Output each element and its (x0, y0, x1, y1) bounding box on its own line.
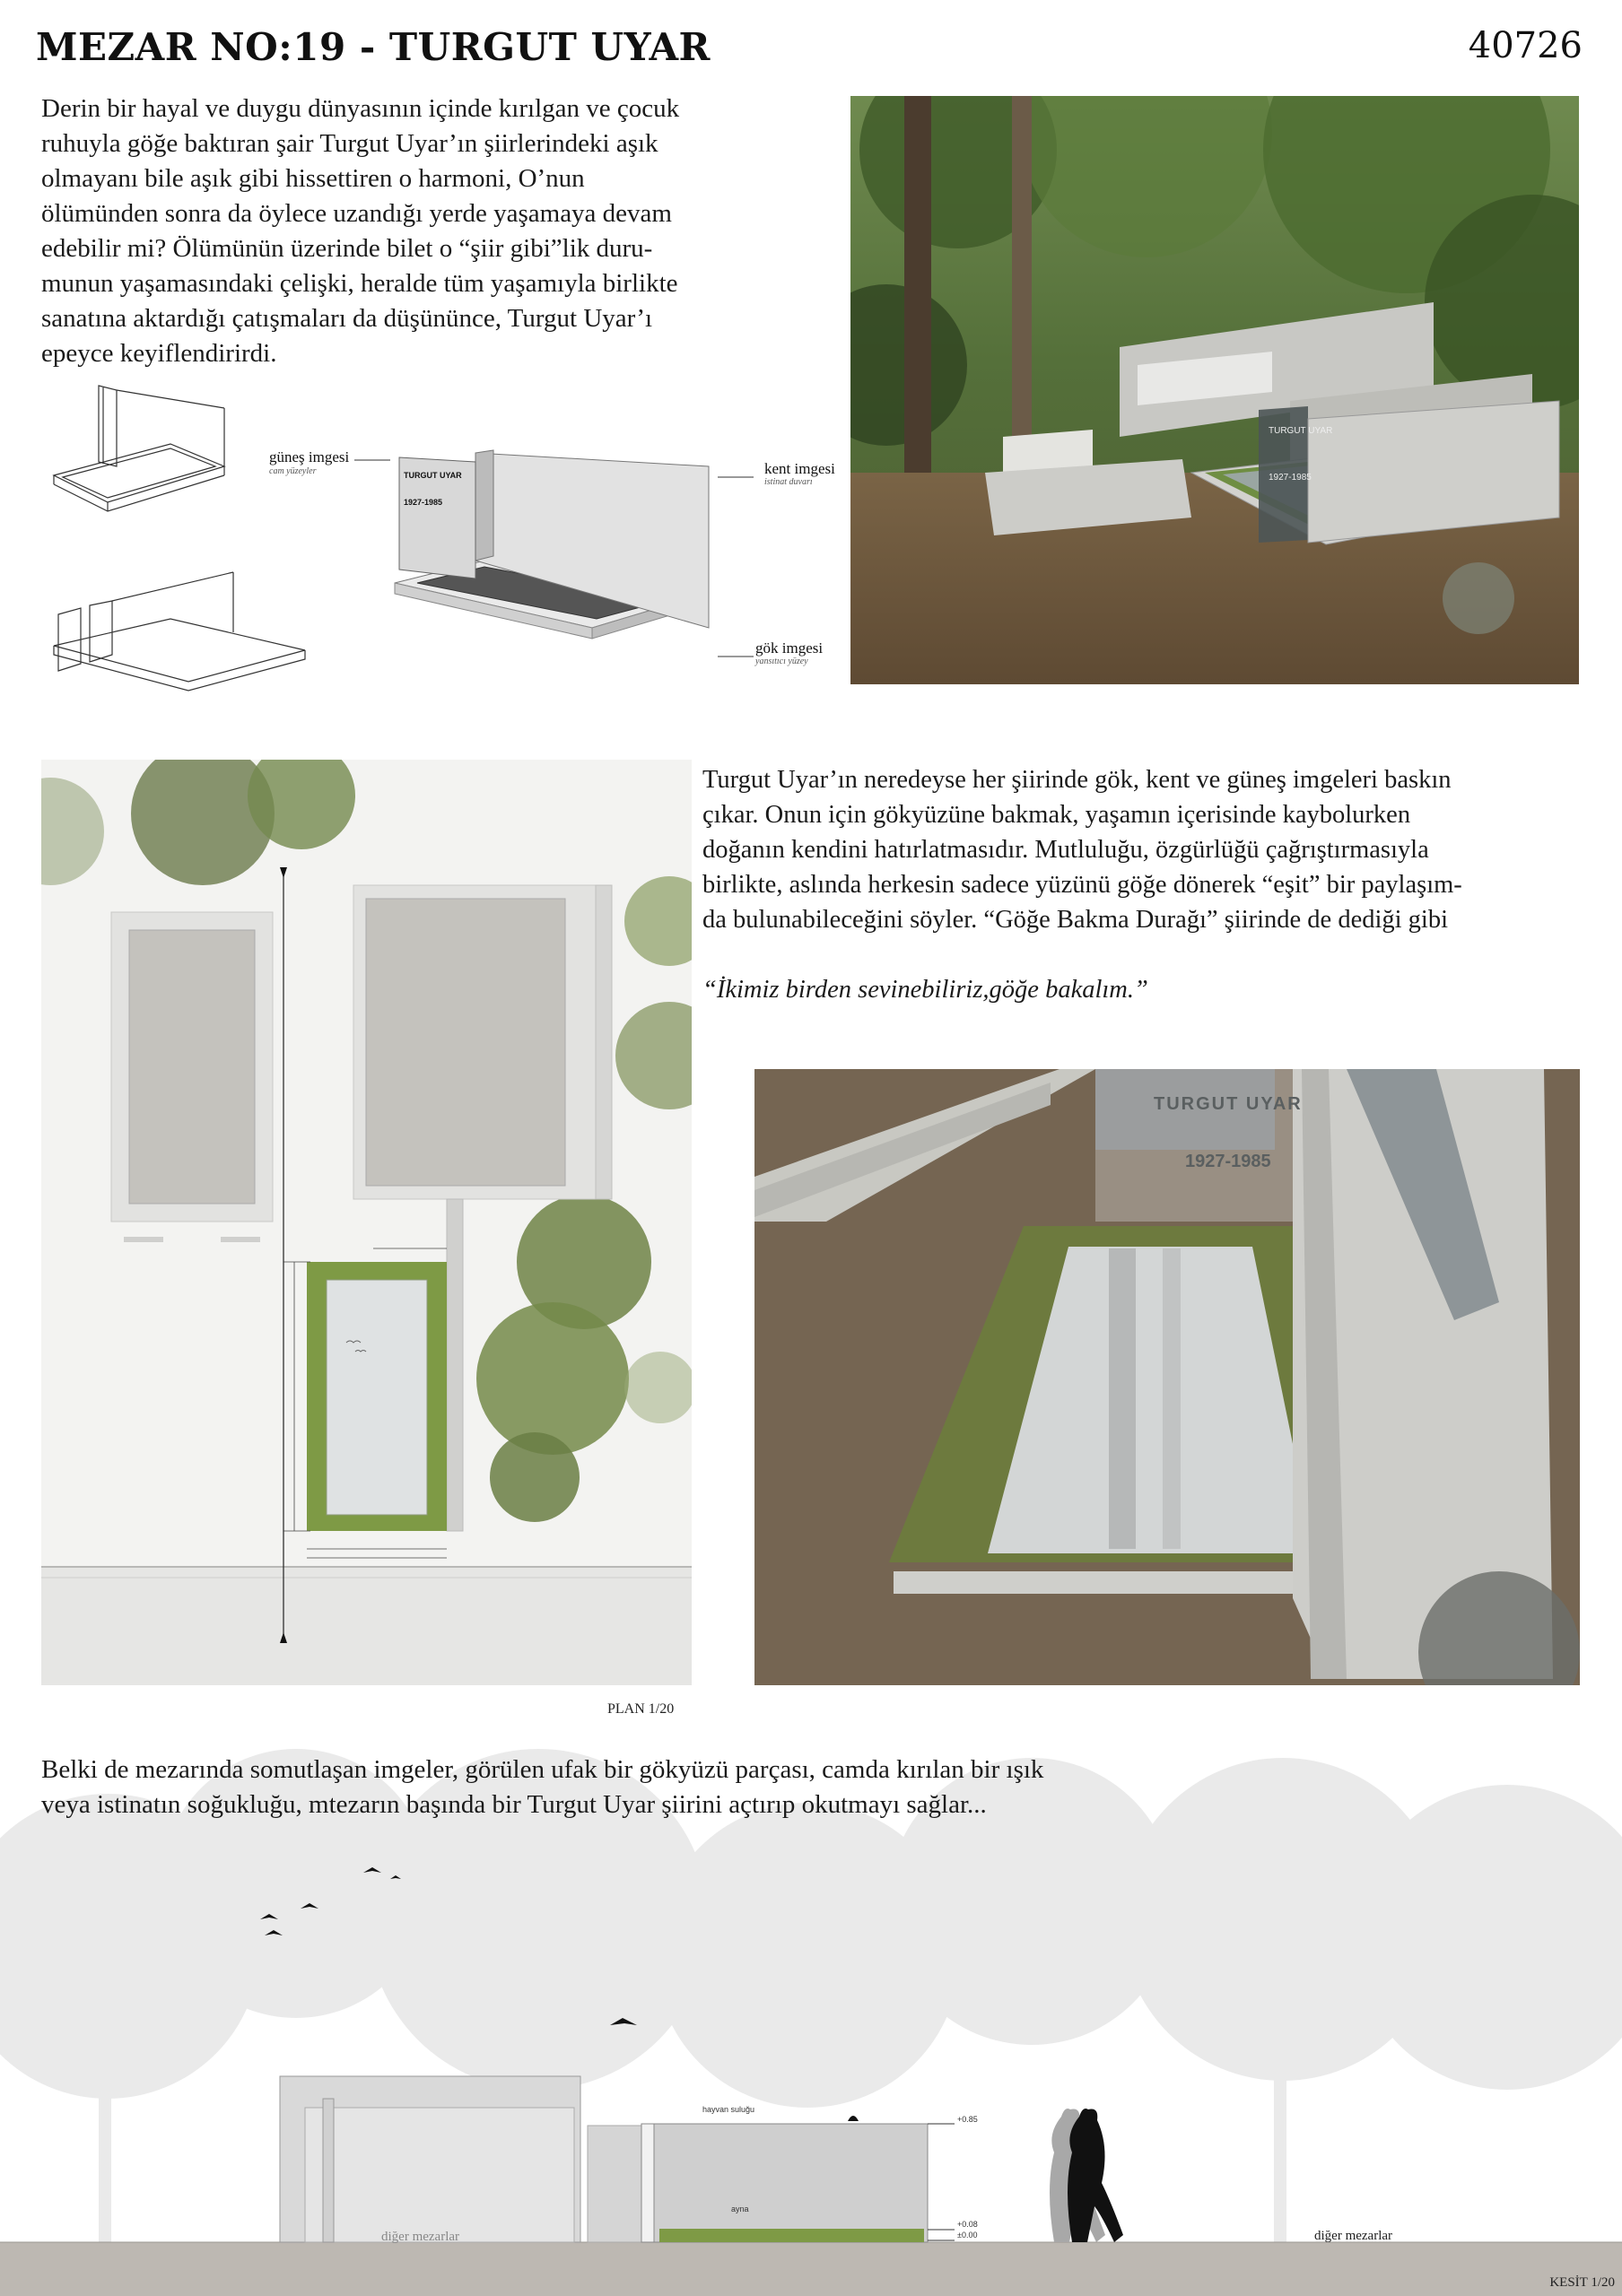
site-stone-years: 1927-1985 (1269, 473, 1312, 483)
axonometric-diagram (36, 377, 843, 718)
middle-paragraph (702, 762, 1600, 1007)
site-stone-name: TURGUT UYAR (1269, 426, 1333, 436)
intro-line: olmayanı bile aşık gibi hissettiren o harmoni, O’nun (41, 164, 585, 193)
middle-line: çıkar. Onun için gökyüzüne bakmak, yaşamın içerisinde kaybolurken (702, 801, 1411, 829)
project-code: 40726 (1468, 25, 1583, 66)
bottom-line: Belki de mezarında somutlaşan imgeler, görülen ufak bir gökyüzü parçası, camda kırılan bir ışık (41, 1755, 1044, 1784)
poem-quote: “İkimiz birden sevinebiliriz,göğe bakalım.” (702, 976, 1148, 1004)
intro-line: ruhuyla göğe baktıran şair Turgut Uyar’ın şiirlerindeki aşık (41, 129, 658, 158)
model-stone-name: TURGUT UYAR (404, 471, 462, 480)
middle-line: Turgut Uyar’ın neredeyse her şiirinde gök, kent ve güneş imgeleri baskın (702, 766, 1452, 794)
plan-scale-label: PLAN 1/20 (607, 1701, 675, 1717)
intro-paragraph (41, 91, 849, 371)
intro-line: ölümünden sonra da öylece uzandığı yerde yaşamaya devam (41, 199, 672, 228)
gunes-sublabel: cam yüzeyler (269, 466, 317, 476)
middle-line: doğanın kendini hatırlatmasıdır. Mutluluğu, özgürlüğü çağrıştırmasıyla (702, 836, 1429, 864)
gok-sublabel: yansıtıcı yüzey (755, 657, 808, 666)
sketch-concept-1 (54, 386, 224, 511)
intro-line: munun yaşamasındaki çelişki, heralde tüm yaşamıyla birlikte (41, 269, 678, 298)
sketch-concept-2 (54, 572, 305, 691)
gunes-label: güneş imgesi (269, 448, 350, 465)
grave-render-illustration (754, 1069, 1580, 1685)
gok-label: gök imgesi (755, 639, 824, 657)
section-left-label: diğer mezarlar (381, 2230, 460, 2244)
elevation-2: ±0.00 (957, 2231, 978, 2239)
intro-line: epeyce keyiflendirirdi. (41, 339, 277, 368)
site-plan (41, 760, 692, 1685)
model-stone-years: 1927-1985 (404, 498, 443, 507)
site-render-photo (850, 96, 1579, 684)
section-right-label: diğer mezarlar (1314, 2229, 1393, 2243)
section-mid-label: ayna (731, 2205, 749, 2213)
intro-line: Derin bir hayal ve duygu dünyasının içinde kırılgan ve çocuk (41, 94, 680, 123)
elevation-1: +0.08 (957, 2220, 978, 2229)
intro-line: edebilir mi? Ölümünün üzerinde bilet o “şiir gibi”lik duru- (41, 234, 653, 263)
site-plan-illustration (41, 760, 692, 1685)
grave-render-photo (754, 1069, 1580, 1685)
grave-stone-name: TURGUT UYAR (1154, 1094, 1303, 1114)
section-scale-label: KESİT 1/20 (1549, 2275, 1615, 2290)
grave-stone-years: 1927-1985 (1185, 1152, 1271, 1171)
site-render-illustration (850, 96, 1579, 684)
elevation-top: +0.85 (957, 2115, 978, 2124)
kent-sublabel: istinat duvarı (764, 477, 813, 487)
middle-line: da bulunabileceğini söyler. “Göğe Bakma Durağı” şiirinde de dediği gibi (702, 906, 1449, 934)
page-title: MEZAR NO:19 - TURGUT UYAR (36, 25, 711, 69)
intro-line: sanatına aktardığı çatışmaları da düşününce, Turgut Uyar’ı (41, 304, 653, 333)
kent-label: kent imgesi (764, 460, 835, 477)
bottom-line: veya istinatın soğukluğu, mtezarın başında bir Turgut Uyar şiirini açtırıp okutmayı sağlar... (41, 1790, 987, 1819)
section-top-label: hayvan suluğu (702, 2105, 755, 2114)
bottom-paragraph (41, 1752, 1297, 1822)
middle-line: birlikte, aslında herkesin sadece yüzünü göğe dönerek “eşit” bir paylaşım- (702, 871, 1462, 899)
